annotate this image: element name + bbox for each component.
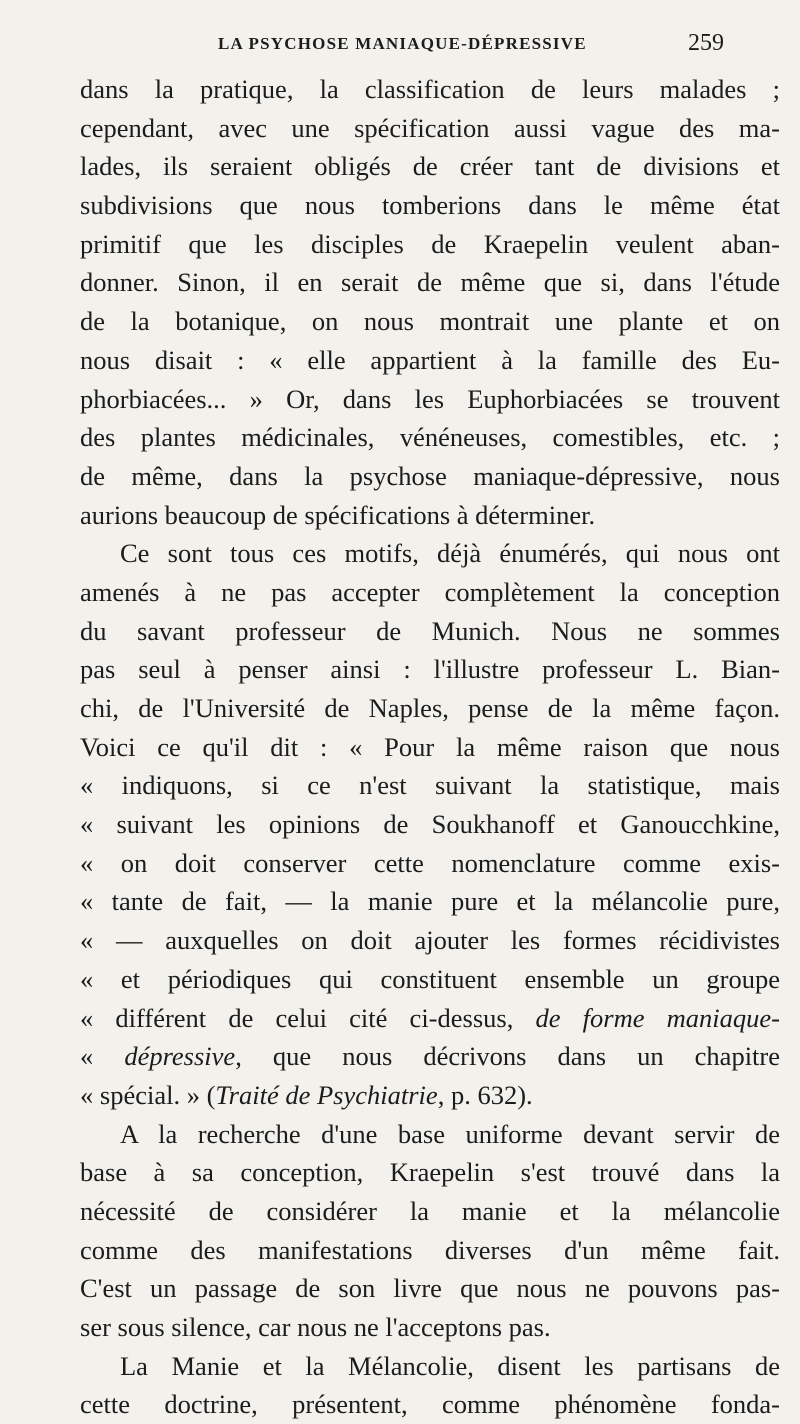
text-line: du savant professeur de Munich. Nous ne sommes bbox=[80, 615, 780, 646]
quote-line-italic bbox=[80, 1037, 780, 1076]
text-line: amenés à ne pas accepter complètement la conception bbox=[80, 576, 780, 607]
quote-text: « différent de celui cité ci-dessus, bbox=[80, 1002, 536, 1033]
text-line: C'est un passage de son livre que nous ne pouvons pas- bbox=[80, 1273, 780, 1304]
book-title: Traité de Psychiatrie bbox=[215, 1079, 438, 1110]
text-line: nous disait : « elle appartient à la famille des Eu- bbox=[80, 344, 780, 375]
text-line: donner. Sinon, il en serait de même que si, dans l'étude bbox=[80, 267, 780, 298]
text-line: cette doctrine, présentent, comme phénomène fonda- bbox=[80, 1389, 780, 1420]
paragraph-start-line: La Manie et la Mélancolie, disent les partisans de bbox=[120, 1350, 780, 1381]
text-line: chi, de l'Université de Naples, pense de la même façon. bbox=[80, 693, 780, 723]
page-number: 259 bbox=[688, 30, 724, 56]
paragraph-start-line: A la recherche d'une base uniforme devant servir de bbox=[120, 1118, 780, 1149]
italic-text: dépressive bbox=[124, 1041, 236, 1072]
quote-line: « on doit conserver cette nomenclature comme exis- bbox=[80, 847, 780, 878]
paragraph-end-line: aurions beaucoup de spécifications à déterminer. bbox=[80, 499, 596, 530]
quote-text: , p. 632). bbox=[437, 1079, 533, 1110]
quote-line-italic bbox=[80, 999, 780, 1038]
quote-line: « suivant les opinions de Soukhanoff et Ganoucchkine, bbox=[80, 809, 780, 840]
quote-text: « spécial. » ( bbox=[80, 1079, 216, 1110]
paragraph-start-line: Ce sont tous ces motifs, déjà énumérés, qui nous ont bbox=[120, 538, 780, 569]
body-text bbox=[80, 70, 780, 1424]
text-line: phorbiacées... » Or, dans les Euphorbiacées se trouvent bbox=[80, 383, 780, 414]
text-line: dans la pratique, la classification de leurs malades ; bbox=[80, 74, 780, 104]
quote-line: « indiquons, si ce n'est suivant la statistique, mais bbox=[80, 770, 780, 801]
quote-line: « — auxquelles on doit ajouter les formes récidivistes bbox=[80, 925, 780, 956]
italic-text: de forme maniaque- bbox=[535, 1002, 780, 1033]
text-line: de même, dans la psychose maniaque-dépressive, nous bbox=[80, 460, 780, 491]
paragraph-end-line: ser sous silence, car nous ne l'acceptons pas. bbox=[80, 1312, 551, 1342]
text-line: Voici ce qu'il dit : « Pour la même raison que nous bbox=[80, 731, 780, 762]
text-line: primitif que les disciples de Kraepelin veulent aban- bbox=[80, 228, 780, 259]
text-line: cependant, avec une spécification aussi vague des ma- bbox=[80, 112, 780, 143]
running-title: LA PSYCHOSE MANIAQUE-DÉPRESSIVE bbox=[218, 34, 587, 53]
quote-line: « tante de fait, — la manie pure et la mélancolie pure, bbox=[80, 886, 780, 917]
text-line: de la botanique, on nous montrait une plante et on bbox=[80, 306, 780, 337]
text-line: comme des manifestations diverses d'un même fait. bbox=[80, 1234, 780, 1265]
citation-line bbox=[80, 1076, 780, 1115]
text-line: nécessité de considérer la manie et la mélancolie bbox=[80, 1195, 780, 1226]
text-line: base à sa conception, Kraepelin s'est trouvé dans la bbox=[80, 1157, 780, 1188]
quote-text: , que nous décrivons dans un chapitre bbox=[235, 1041, 781, 1072]
text-line: des plantes médicinales, vénéneuses, comestibles, etc. ; bbox=[80, 422, 780, 453]
text-line: pas seul à penser ainsi : l'illustre professeur L. Bian- bbox=[80, 654, 780, 685]
running-head bbox=[0, 30, 800, 60]
text-line: lades, ils seraient obligés de créer tant de divisions et bbox=[80, 151, 780, 182]
text-line: subdivisions que nous tomberions dans le même état bbox=[80, 190, 780, 221]
quote-line: « et périodiques qui constituent ensemble un groupe bbox=[80, 963, 780, 994]
quote-text: « bbox=[80, 1041, 125, 1072]
